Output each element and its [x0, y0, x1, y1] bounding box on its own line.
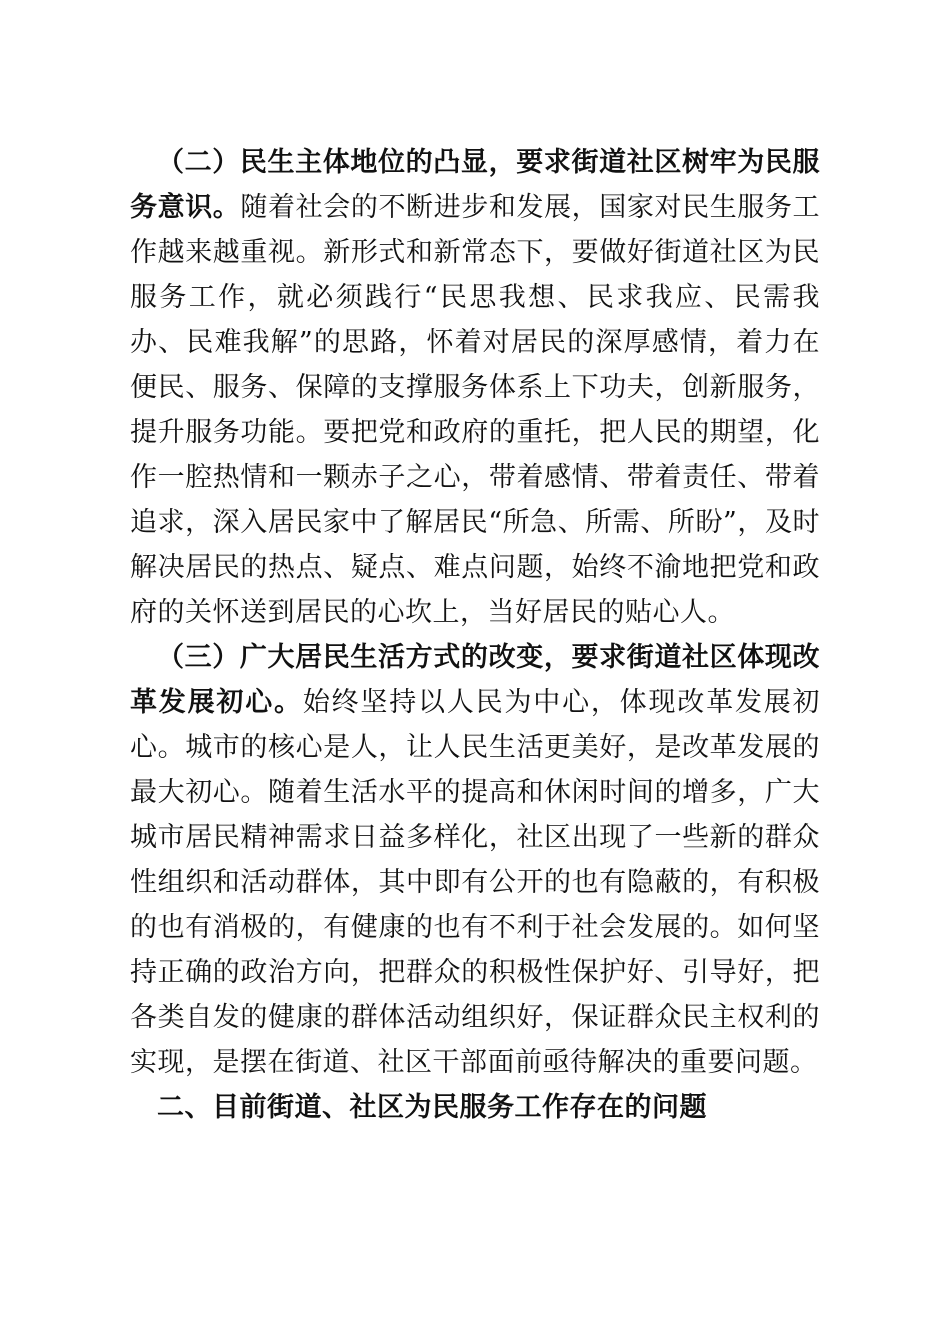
document-page — [130, 140, 820, 1130]
paragraph-body: 随着社会的不断进步和发展，国家对民生服务工作越来越重视。新形式和新常态下，要做好街道社区为民服务工作，就必须践行“民思我想、民求我应、民需我办、民难我解”的思路，怀着对居民的深厚感情，着力在便民、服务、保障的支撑服务体系上下功夫，创新服务，提升服务功能。要把党和政府的重托，把人民的期望，化作一腔热情和一颗赤子之心，带着感情、带着责任、带着追求，深入居民家中了解居民“所急、所需、所盼”，及时解决居民的热点、疑点、难点问题，始终不渝地把党和政府的关怀送到居民的心坎上，当好居民的贴心人。 — [130, 192, 821, 628]
paragraph-body: 始终坚持以人民为中心，体现改革发展初心。城市的核心是人，让人民生活更美好，是改革发展的最大初心。随着生活水平的提高和休闲时间的增多，广大城市居民精神需求日益多样化，社区出现了一些新的群众性组织和活动群体，其中即有公开的也有隐蔽的，有积极的也有消极的，有健康的也有不利于社会发展的。如何坚持正确的政治方向，把群众的积极性保护好、引导好，把各类自发的健康的群体活动组织好，保证群众民主权利的实现，是摆在街道、社区干部面前亟待解决的重要问题。 — [130, 687, 821, 1078]
paragraph-lead: （二）民生主体地位的凸显，要求街道社区树牢为民服务意识。 — [130, 147, 820, 223]
paragraph-livelihood — [130, 140, 820, 635]
paragraph-lead: （三）广大居民生活方式的改变，要求街道社区体现改革发展初心。 — [130, 642, 820, 718]
section-heading: 二、目前街道、社区为民服务工作存在的问题 — [157, 1092, 707, 1123]
paragraph-lifestyle — [130, 635, 820, 1085]
